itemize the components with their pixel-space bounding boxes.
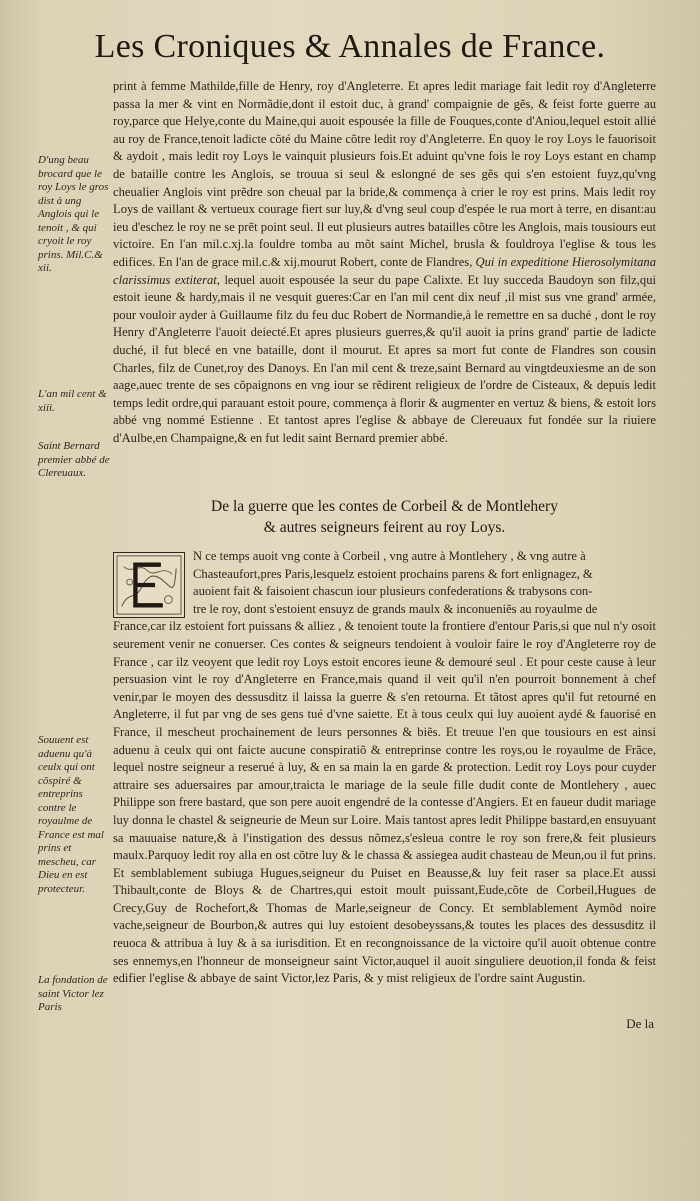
running-head-title: Les Croniques & Annales de France. [94, 28, 606, 65]
paragraph-1-part-a: print à femme Mathilde,fille de Henry, roy d'Angleterre. Et apres ledit mariage fait ledit roy d'Angleterre passa la mer & vint en Normãdie,dont il estoit duc, à grand' compaignie de gẽs, & feist forte guerre au roy,parce que Helye,conte du Maine,qui auoit espousée la fille de Fouques,conte d'Aniou,lequel estoit allié au roy de France,tenoit ladicte cõté du Maine cõtre ledit roy d'Angleterre. En quoy le roy Loys le fauorisoit & aydoit , mais ledit roy Loys le vainquit plusieurs fois.Et aduint qu'vne fois le roy Loys estant en champ de bataille contre les Anglois, se trouua si seul & eslongné de ses gẽs qui s'en estoient fuyz,qu'vng cheualier Anglois vint prẽdre son cheual par la bride,& commença à crier le roy est prins. Mais ledit roy Loys de vaillant & vertueux courage fiert sur luy,& d'vng seul coup d'espée le rua mort à terre, en disant:au ieu d'eschez le roy ne se prẽt point seul. Il eut plusieurs autres batailles cõtre les Anglois, mais tousiours eut victoire. En l'an mil.c.xj.la fouldre tomba au mõt saint Michel, brusla & fouldroya l'eglise & tous les edifices. En l'an de grace mil.c.& xij.mourut Robert, conte de Flandres, [113, 79, 656, 269]
paragraph-2 [113, 548, 656, 988]
margin-note-year: L'an mil cent & xiii. [38, 388, 107, 414]
margin-note-saint-bernard: Saint Bernard premier abbé de Clereuaux. [38, 440, 110, 479]
paragraph-1-text [113, 78, 656, 447]
paragraph-2-rest: France,car ilz estoient fort puissans & alliez , & tenoient toute la frontiere d'entour Paris,si que nul n'y osoit seurement venir ne conuerser. Ces contes & seigneurs tendoient à vouloir faire le roy d'Angleterre roy de France , car ilz veoyent que ledit roy Loys estoit encores ieune & demouré seul . Et pour ceste cause à leur persuasion vint le roy d'Angleterre en France,mais quand il veit qu'il n'en pourroit bonnement à chef venir,par le moyen des dessusditz il laissa la guerre & s'en retourna. Et tãtost apres qu'il fut retourné en Angleterre, il fut par vng de ses gens tué d'vne saiette. Et à tous ceulx qui luy auoient aydé & fauorisé en France, il mescheut prochainement de leurs personnes & biẽs. Et treuue l'en que tousiours en est ainsi aduenu à ceulx qui ont faicte aucune conspiratiõ & entreprinse contre les roys,ou le royaulme de Frãce, lequel nostre seigneur a reserué à luy, & en sa main la en garde & protection. Ledit roy Loys pour cuyder attraire ses aduersaires par amour,traicta le mariage de la seule fille dudit conte de Montlehery , auec Philippe son frere bastard, que son pere auoit engendré de la contesse d'Angiers. Et en faueur dudit mariage luy donna le chastel & seigneurie de Meun sur Loire. Mais tantost apres ledit Philippe bastard,en ensuyuant sa mauuaise nature,& à l'instigation des dessus nõmez,s'esleua contre le roy son frere,& feit plusieurs maulx.Parquoy ledit roy alla en ost cõtre luy & le chassa & assiegea audit chasteau de Meun,ou il fut prins. Et semblablement subiuga Hugues,seigneur du Puiset en Beausse,& luy feit raser sa place.Et aussi Thibault,conte de Bloys & de Chartres,qui estoit moult puissant,Eude,cõte de Corbeil,Hugues de Crecy,Guy de Rochefort,& Thomas de Marle,seigneur de Concy. Et semblablement Aymõd noire vache,seigneur de Bourbon,& autres qui luy estoient desobeyssans,& toutes les places des dessusditz il reuoca & attribua à luy & à sa iurisdition. Et en recongnoissance de la victoire qu'il auoit obtenue contre ses ennemys,en l'honneur de monseigneur saint Victor,auquel il auoit singuliere deuotion,il fonda & feist edifier l'eglise & abbaye de saint Victor,lez Paris, & y mist religieux de l'ordre saint Augustin. [113, 619, 656, 986]
catchword: De la [626, 1016, 654, 1031]
paragraph-2-line-1: N ce temps auoit vng conte à Corbeil , vng autre à Montlehery , & vng autre à [193, 549, 586, 563]
latin-phrase: Qui in expeditione Hierosolymitana clarissimus extiterat, [113, 254, 656, 287]
paragraph-1 [113, 78, 656, 447]
margin-note-saint-victor: La fondation de saint Victor lez Paris [38, 974, 108, 1013]
section-heading-line-2: & autres seigneurs feirent au roy Loys. [263, 519, 506, 536]
section-heading-line-1: De la guerre que les contes de Corbeil & de Montlehery [211, 498, 558, 515]
paragraph-2-line-4: tre le roy, dont s'estoient ensuyz de grands maulx & inconueniẽs au royaulme de [193, 601, 598, 616]
paragraph-2-line-2: Chasteaufort,pres Paris,lesquelz estoient prochains parens & fort enlignagez, & [193, 566, 593, 581]
margin-note-brocard: D'ung beau brocard que le roy Loys le gros dist à ung Anglois qui le tenoit , & qui cryoit le roy prins. Mil.C.& xii. [38, 154, 109, 274]
paragraph-1-part-b: lequel auoit espousée la seur du pape Calixte. Et luy succeda Baudoyn son filz,qui estoit ieune & hardy,mais il ne vesquit gueres:Car en l'an mil cent dix neuf ,il mist sus vne grand' armée, pour vouloir ayder à Guillaume filz du feu duc Robert de Normandie,à le remettre en sa duché , dont le roy Henry d'Angleterre l'auoit deiecté.Et apres plusieurs guerres,& qu'il auoit ia prins grand' partie de ladicte duché, il fut blecé en vne bataille, dont il mourut. Et apres sa mort fut conte de Flandres son cousin Charles, filz de Cunet,roy des Danoys. En l'an mil cent & treze,saint Bernard au vingtdeuxiesme an de son aage,auec trente de ses cõpaignons en vng iour se rẽdirent religieux de l'ordre de Cisteaux, & depuis ledit temps ledit ordre,qui parauant estoit poure, commença à florir & augmenter en vertuz & biens, & estoit lors abbé vng nommé Estienne . Et tantost apres l'eglise & abbaye de Clereuaux fut fondée sur la riuiere d'Aulbe,en Champaigne,& en fut ledit saint Bernard premier abbé. [113, 272, 656, 445]
paragraph-2-line-3: auoient fait & faisoient chascun iour plusieurs confederations & trabysons con- [193, 584, 593, 599]
section-heading [113, 496, 656, 538]
margin-note-conspiracy: Souuent est aduenu qu'à ceulx qui ont cõspiré & entreprins contre le royaulme de France est mal prins et mescheu, car Dieu en est protecteur. [38, 734, 104, 895]
